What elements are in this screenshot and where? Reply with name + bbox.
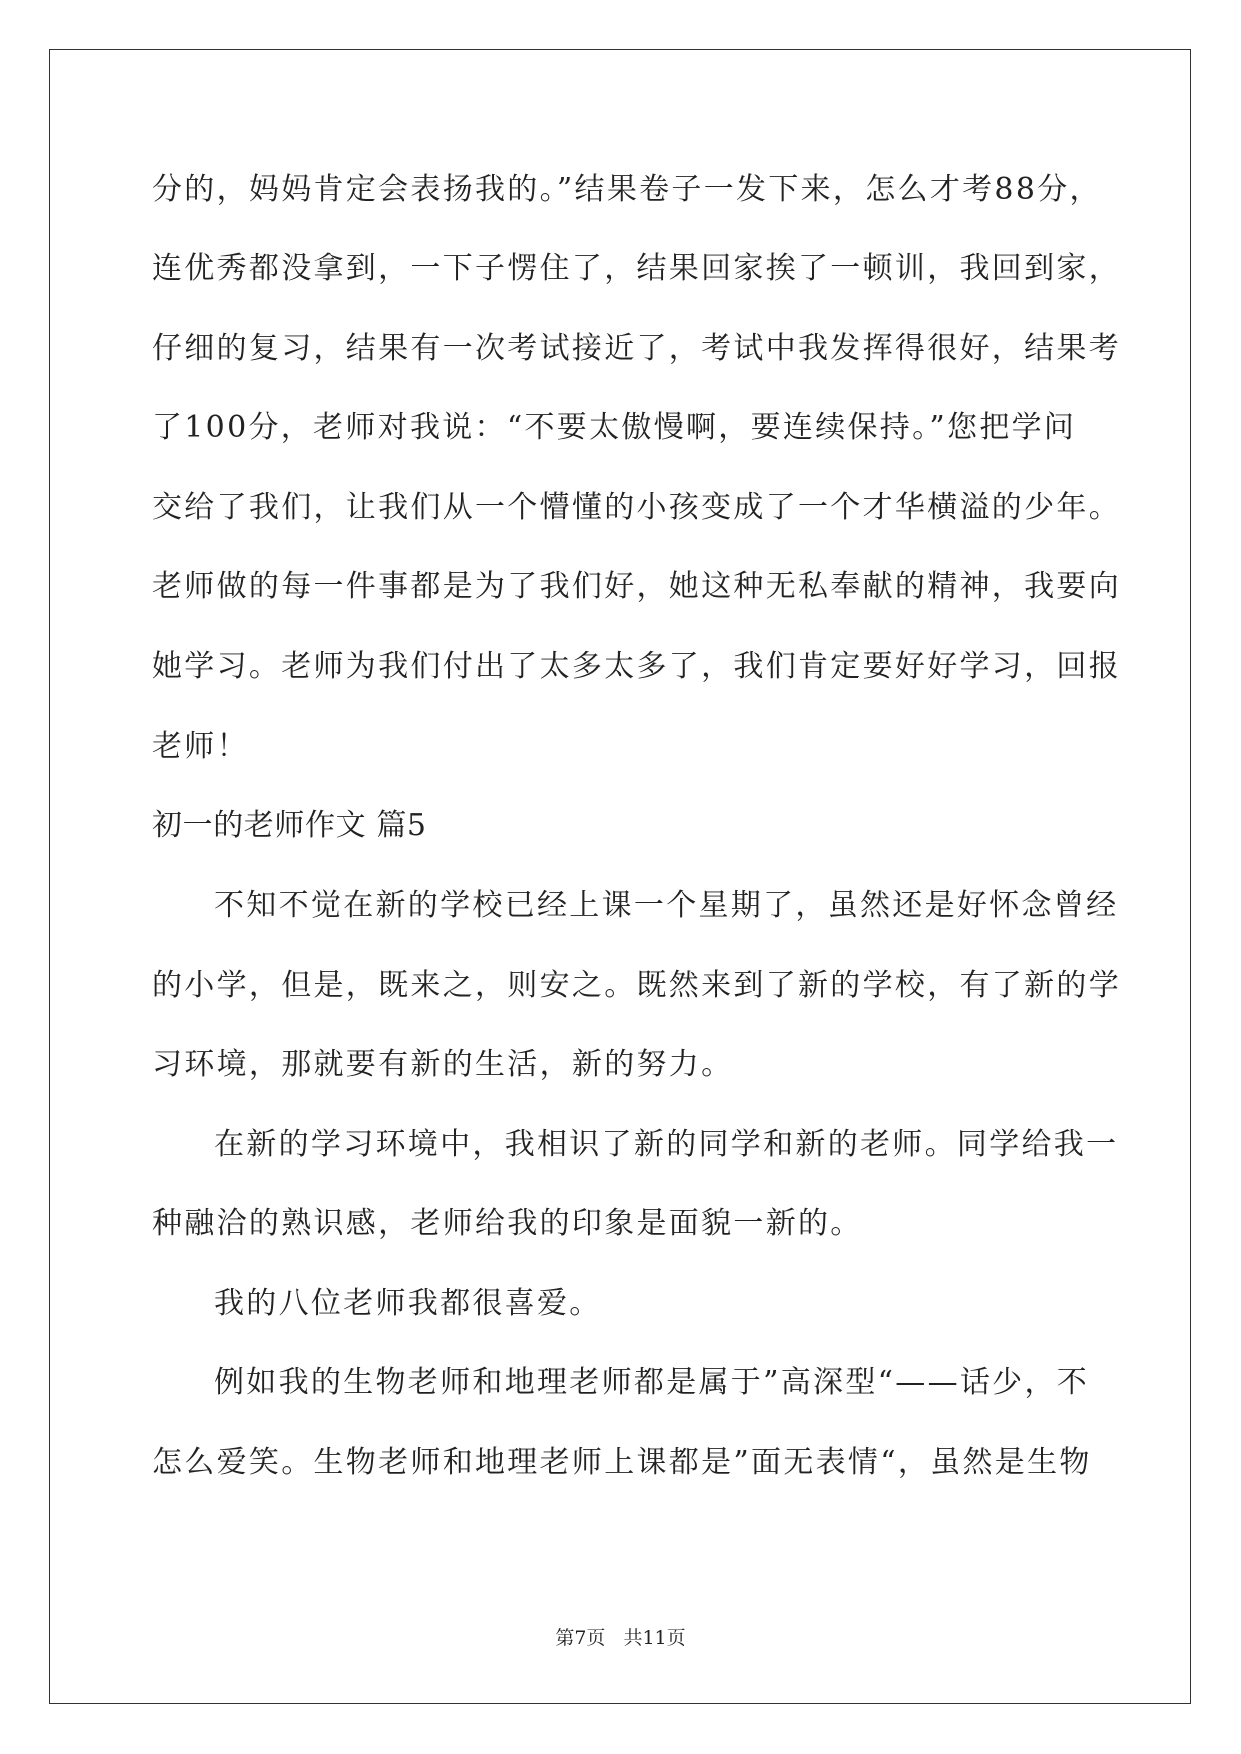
text-line: 了100分，老师对我说：“不要太傲慢啊，要连续保持。”您把学问 [152, 410, 1077, 445]
paragraph-line: 的小学，但是，既来之，则安之。既然来到了新的学校，有了新的学 [152, 968, 1121, 1003]
paragraph-line: 习环境，那就要有新的生活，新的努力。 [152, 1047, 734, 1082]
page-number-total: 共11页 [623, 1627, 686, 1649]
text-line: 交给了我们，让我们从一个懵懂的小孩变成了一个才华横溢的少年。 [152, 490, 1121, 525]
paragraph-line: 怎么爱笑。生物老师和地理老师上课都是”面无表情“，虽然是生物 [152, 1445, 1092, 1480]
paragraph-line: 我的八位老师我都很喜爱。 [214, 1286, 602, 1321]
paragraph-line: 种融洽的熟识感，老师给我的印象是面貌一新的。 [152, 1206, 863, 1241]
paragraph-line: 例如我的生物老师和地理老师都是属于”高深型“——话少，不 [214, 1365, 1090, 1400]
text-line: 仔细的复习，结果有一次考试接近了，考试中我发挥得很好，结果考 [152, 331, 1121, 366]
section-title: 初一的老师作文 篇5 [152, 808, 427, 843]
text-line: 老师做的每一件事都是为了我们好，她这种无私奉献的精神，我要向 [152, 569, 1121, 604]
page-footer [0, 1626, 1241, 1650]
page-number-current: 第7页 [555, 1627, 606, 1649]
text-line: 她学习。老师为我们付出了太多太多了，我们肯定要好好学习，回报 [152, 649, 1121, 684]
text-line: 分的，妈妈肯定会表扬我的。”结果卷子一发下来，怎么才考88分， [152, 172, 1102, 207]
text-line: 连优秀都没拿到，一下子愣住了，结果回家挨了一顿训，我回到家， [152, 251, 1121, 286]
paragraph-line: 不知不觉在新的学校已经上课一个星期了，虽然还是好怀念曾经 [214, 888, 1119, 923]
paragraph-line: 在新的学习环境中，我相识了新的同学和新的老师。同学给我一 [214, 1127, 1119, 1162]
text-line: 老师！ [152, 729, 249, 764]
